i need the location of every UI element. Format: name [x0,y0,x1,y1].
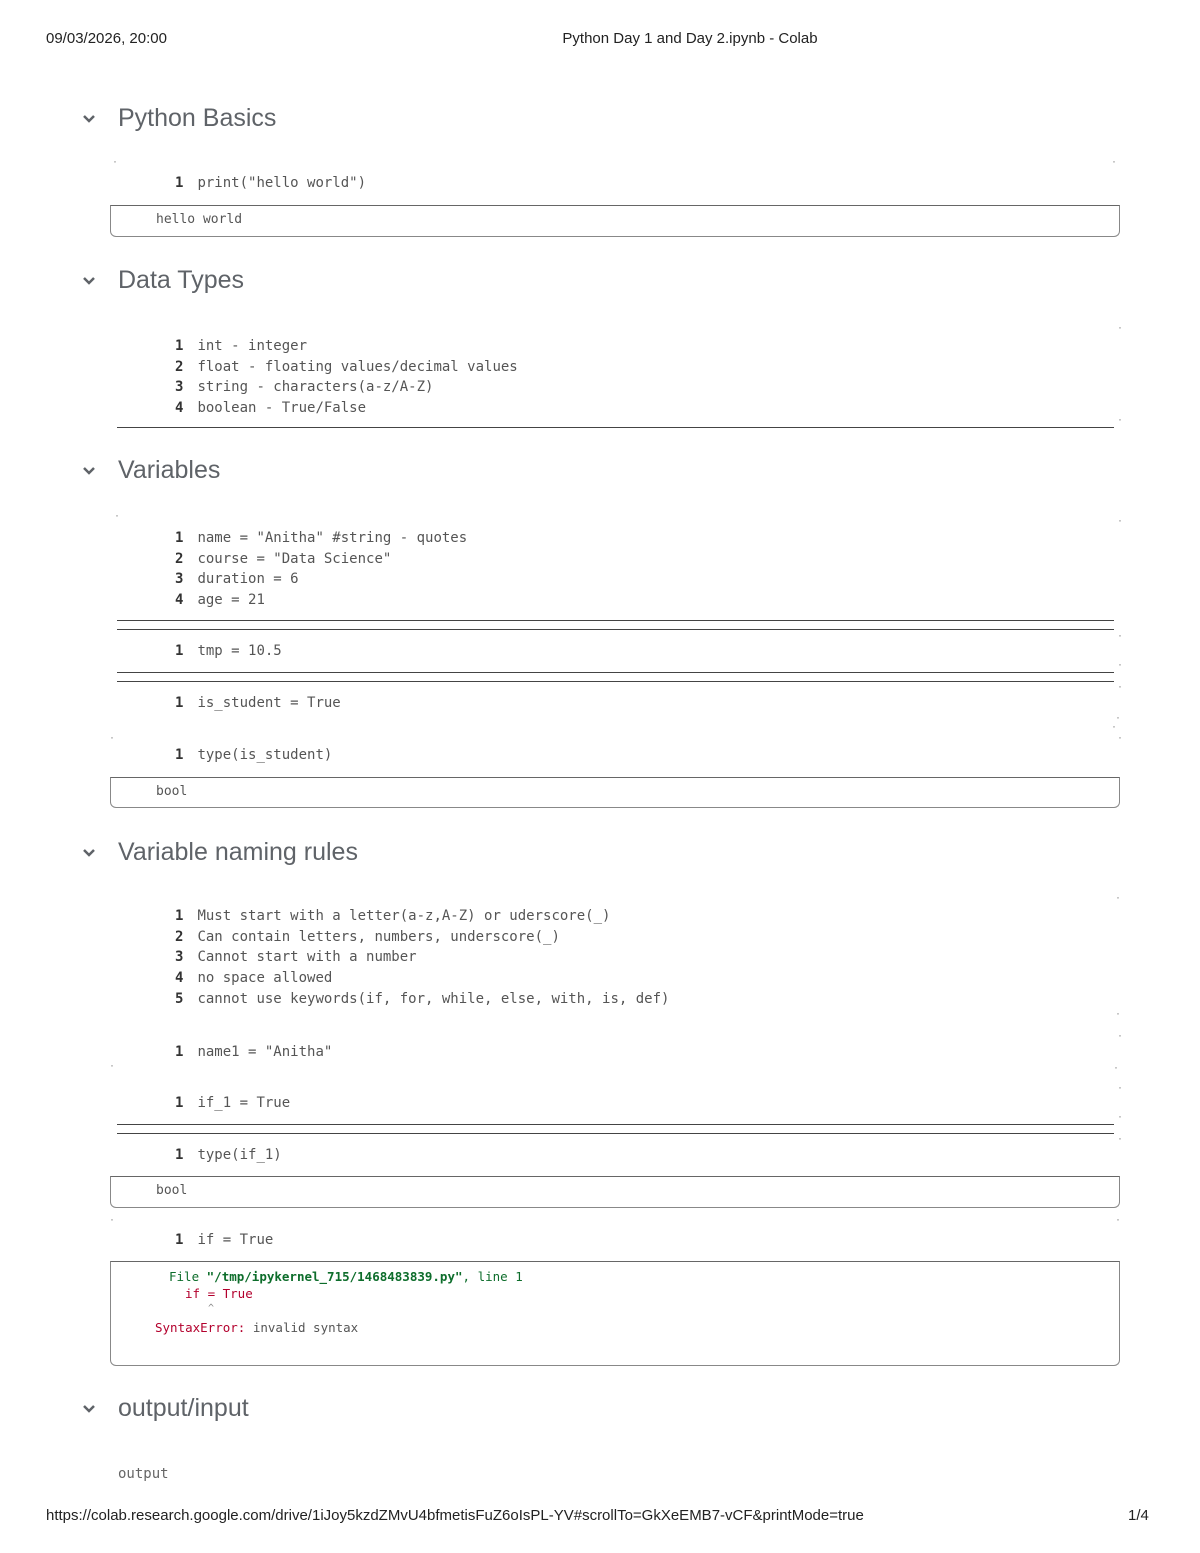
code-line: if = True [197,1232,274,1248]
line-number: 2 [175,550,184,567]
error-file-line [169,1268,523,1285]
code-line: type(if_1) [197,1147,282,1163]
line-number: 3 [175,379,184,396]
code-cell[interactable] [175,336,518,419]
line-number: 1 [175,747,184,763]
cell-divider [117,629,1114,630]
code-line: boolean - True/False [197,400,367,417]
line-number: 3 [175,949,184,966]
code-line: is_student = True [197,695,341,711]
error-file-path: "/tmp/ipykernel_715/1468483839.py" [206,1269,463,1284]
error-line-info: , line 1 [462,1269,523,1284]
code-line: if_1 = True [197,1095,291,1111]
code-line: no space allowed [197,970,333,987]
code-line: Must start with a letter(a-z,A-Z) or uderscore(_) [197,908,611,924]
error-file-prefix: File [169,1269,207,1284]
section-variables[interactable] [80,456,220,485]
error-text: invalid syntax [245,1320,359,1335]
line-number: 1 [175,695,184,711]
line-number: 4 [175,400,184,417]
line-number: 1 [175,338,184,354]
code-line: int - integer [197,338,308,354]
cell-divider [117,1133,1114,1134]
code-cell[interactable] [175,745,332,766]
section-data-types[interactable] [80,266,244,295]
line-number: 2 [175,358,184,375]
output-text: bool [156,784,188,799]
cell-divider [117,427,1114,428]
code-cell[interactable] [175,693,341,714]
section-title: output/input [118,1394,249,1422]
cell-output [110,205,1120,237]
code-cell[interactable] [175,1145,282,1166]
section-python-basics[interactable] [80,104,276,133]
code-cell[interactable] [175,1230,273,1251]
line-number: 1 [175,1095,184,1111]
section-output-input[interactable] [80,1394,249,1423]
line-number: 1 [175,1044,184,1060]
page-number: 1/4 [1128,1507,1149,1524]
code-line: name = "Anitha" #string - quotes [197,530,468,546]
section-title: Python Basics [118,104,277,132]
error-code-line: if = True [185,1286,253,1301]
code-cell[interactable] [175,1042,332,1063]
line-number: 1 [175,530,184,546]
line-number: 1 [175,908,184,924]
code-cell[interactable] [175,173,366,194]
code-cell[interactable] [175,528,467,611]
section-title: Variables [118,456,221,484]
line-number: 3 [175,571,184,588]
section-variable-naming-rules[interactable] [80,838,358,867]
chevron-down-icon[interactable] [80,1400,98,1418]
cell-output [110,1176,1120,1208]
cell-divider [117,1124,1114,1125]
error-caret: ^ [208,1303,215,1314]
code-line: Cannot start with a number [197,949,417,966]
error-output [110,1261,1120,1366]
code-line: Can contain letters, numbers, underscore(_) [197,928,560,945]
print-url[interactable]: https://colab.research.google.com/drive/1iJoy5kzdZMvU4bfmetisFuZ6oIsPL-YV#scrollTo=GkXeEMB7-vCF&printMode=true [46,1507,864,1524]
chevron-down-icon[interactable] [80,110,98,128]
code-line: print("hello world") [197,175,367,191]
code-cell[interactable] [175,906,669,1010]
output-text: bool [156,1183,188,1198]
chevron-down-icon[interactable] [80,844,98,862]
code-line: cannot use keywords(if, for, while, else, with, is, def) [197,990,670,1007]
code-line: type(is_student) [197,747,333,763]
line-number: 5 [175,990,184,1007]
line-number: 4 [175,970,184,987]
line-number: 1 [175,1147,184,1163]
cell-output [110,777,1120,808]
code-line: age = 21 [197,592,265,609]
error-name: SyntaxError: [155,1320,246,1335]
chevron-down-icon[interactable] [80,272,98,290]
code-line: float - floating values/decimal values [197,358,518,375]
output-text: hello world [156,212,243,227]
line-number: 1 [175,1232,184,1248]
code-line: tmp = 10.5 [197,643,282,659]
cell-divider [117,672,1114,673]
code-line: name1 = "Anitha" [197,1044,333,1060]
code-line: string - characters(a-z/A-Z) [197,379,434,396]
section-title: Data Types [118,266,245,294]
code-cell[interactable] [175,641,282,662]
code-line: course = "Data Science" [197,550,392,567]
code-line: duration = 6 [197,571,299,588]
line-number: 4 [175,592,184,609]
cell-divider [117,681,1114,682]
chevron-down-icon[interactable] [80,462,98,480]
line-number: 1 [175,643,184,659]
markdown-text: output [118,1466,169,1482]
print-datetime: 09/03/2026, 20:00 [46,30,167,47]
line-number: 1 [175,175,184,191]
error-message [155,1319,358,1336]
document-title: Python Day 1 and Day 2.ipynb - Colab [562,30,818,47]
line-number: 2 [175,928,184,945]
code-cell[interactable] [175,1093,290,1114]
cell-divider [117,620,1114,621]
section-title: Variable naming rules [118,838,358,866]
